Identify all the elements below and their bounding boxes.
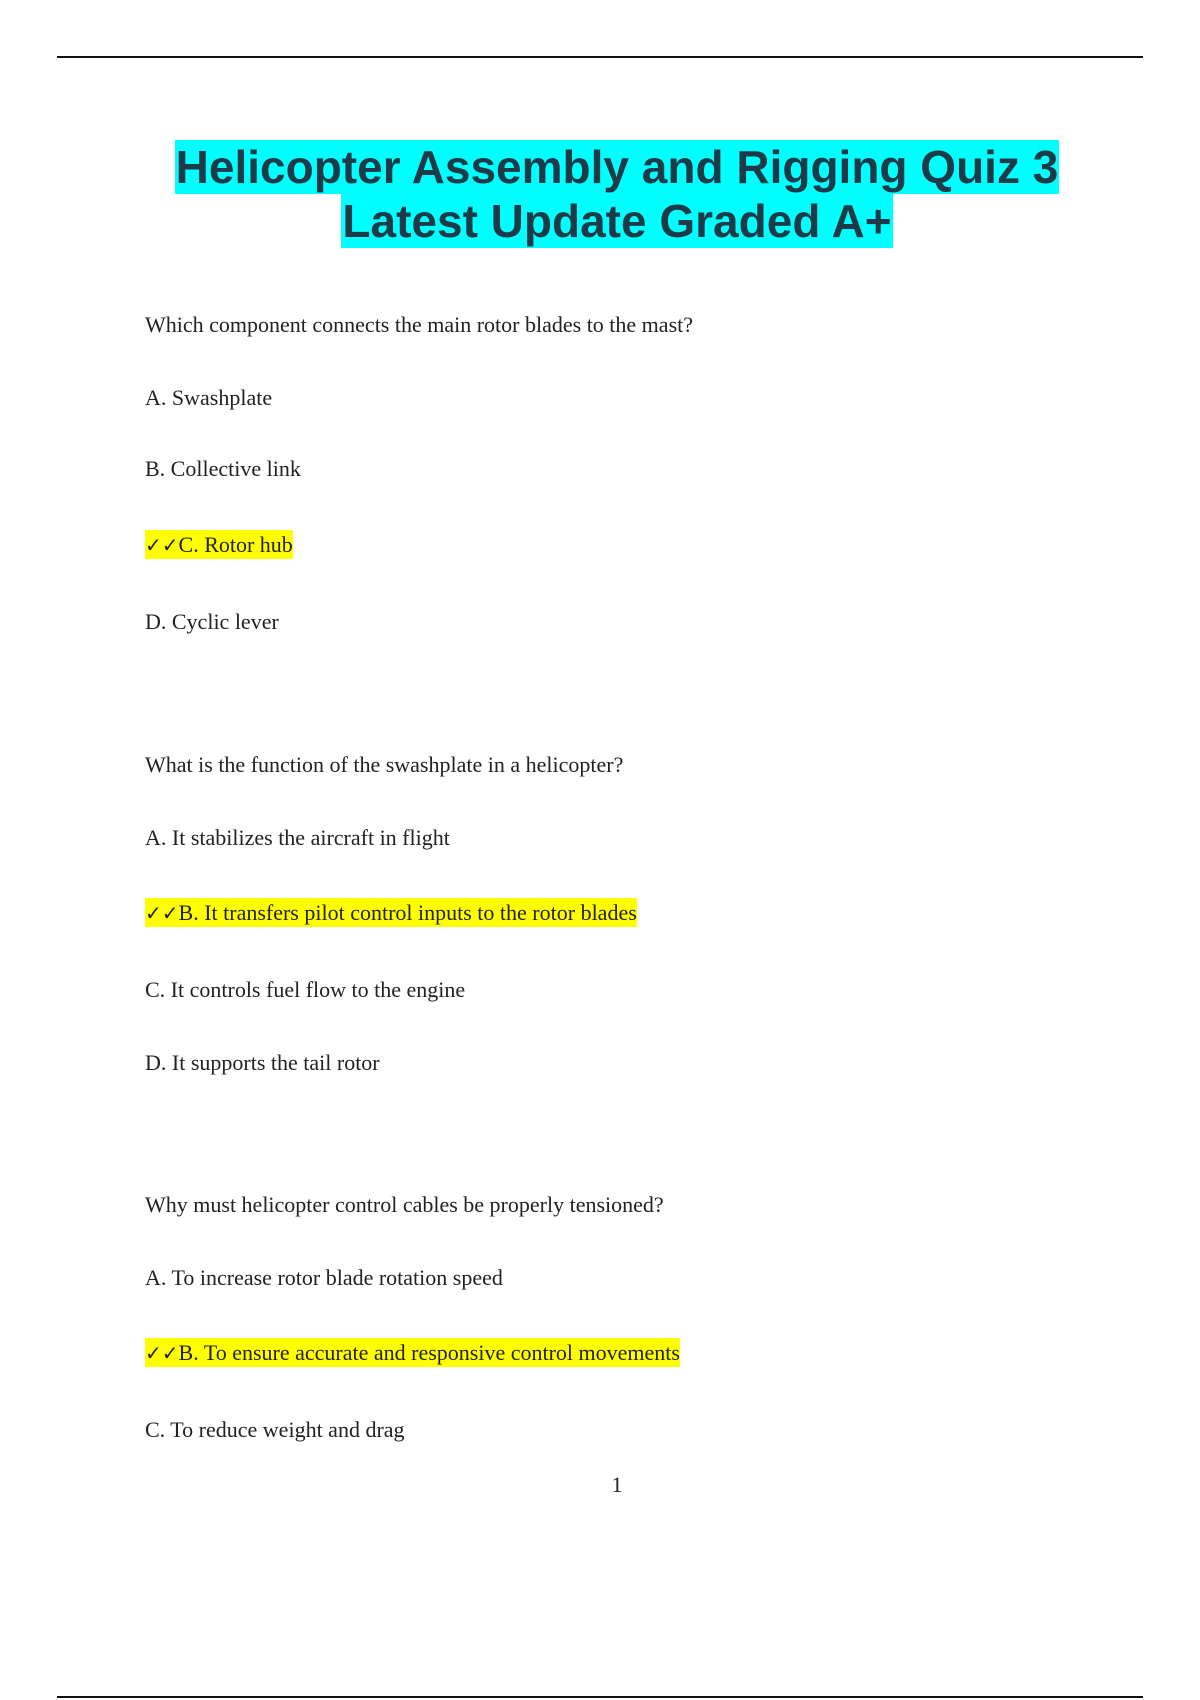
answer-highlight — [145, 1338, 680, 1367]
option-label: B. It transfers pilot control inputs to the rotor blades — [178, 900, 637, 925]
page-number: 1 — [611, 1472, 623, 1497]
answer-highlight — [145, 530, 293, 559]
question-1-option-b: B. Collective link — [145, 456, 301, 481]
question-3-text: Why must helicopter control cables be properly tensioned? — [145, 1192, 664, 1217]
title-line-1: Helicopter Assembly and Rigging Quiz 3 — [175, 141, 1059, 193]
question-1-option-c-correct — [145, 531, 293, 559]
option-label: C. Rotor hub — [178, 532, 293, 557]
bottom-rule — [57, 1696, 1143, 1698]
double-check-icon: ✓✓ — [145, 901, 179, 925]
double-check-icon: ✓✓ — [145, 1341, 179, 1365]
question-3-option-a: A. To increase rotor blade rotation speed — [145, 1265, 503, 1290]
document-title — [0, 140, 1200, 248]
question-2-option-a: A. It stabilizes the aircraft in flight — [145, 825, 450, 850]
top-rule — [57, 56, 1143, 58]
question-2-option-b-correct — [145, 899, 637, 927]
title-line-2: Latest Update Graded A+ — [342, 195, 892, 247]
option-label: B. To ensure accurate and responsive control movements — [178, 1340, 680, 1365]
question-3-option-b-correct — [145, 1339, 680, 1367]
question-2-text: What is the function of the swashplate in a helicopter? — [145, 752, 624, 777]
question-2-option-c: C. It controls fuel flow to the engine — [145, 977, 466, 1002]
question-1-option-a: A. Swashplate — [145, 385, 273, 410]
answer-highlight — [145, 898, 637, 927]
question-1-text: Which component connects the main rotor blades to the mast? — [145, 312, 694, 337]
question-1-option-d: D. Cyclic lever — [145, 609, 279, 634]
question-3-option-c: C. To reduce weight and drag — [145, 1417, 405, 1442]
double-check-icon: ✓✓ — [145, 533, 179, 557]
question-2-option-d: D. It supports the tail rotor — [145, 1050, 380, 1075]
